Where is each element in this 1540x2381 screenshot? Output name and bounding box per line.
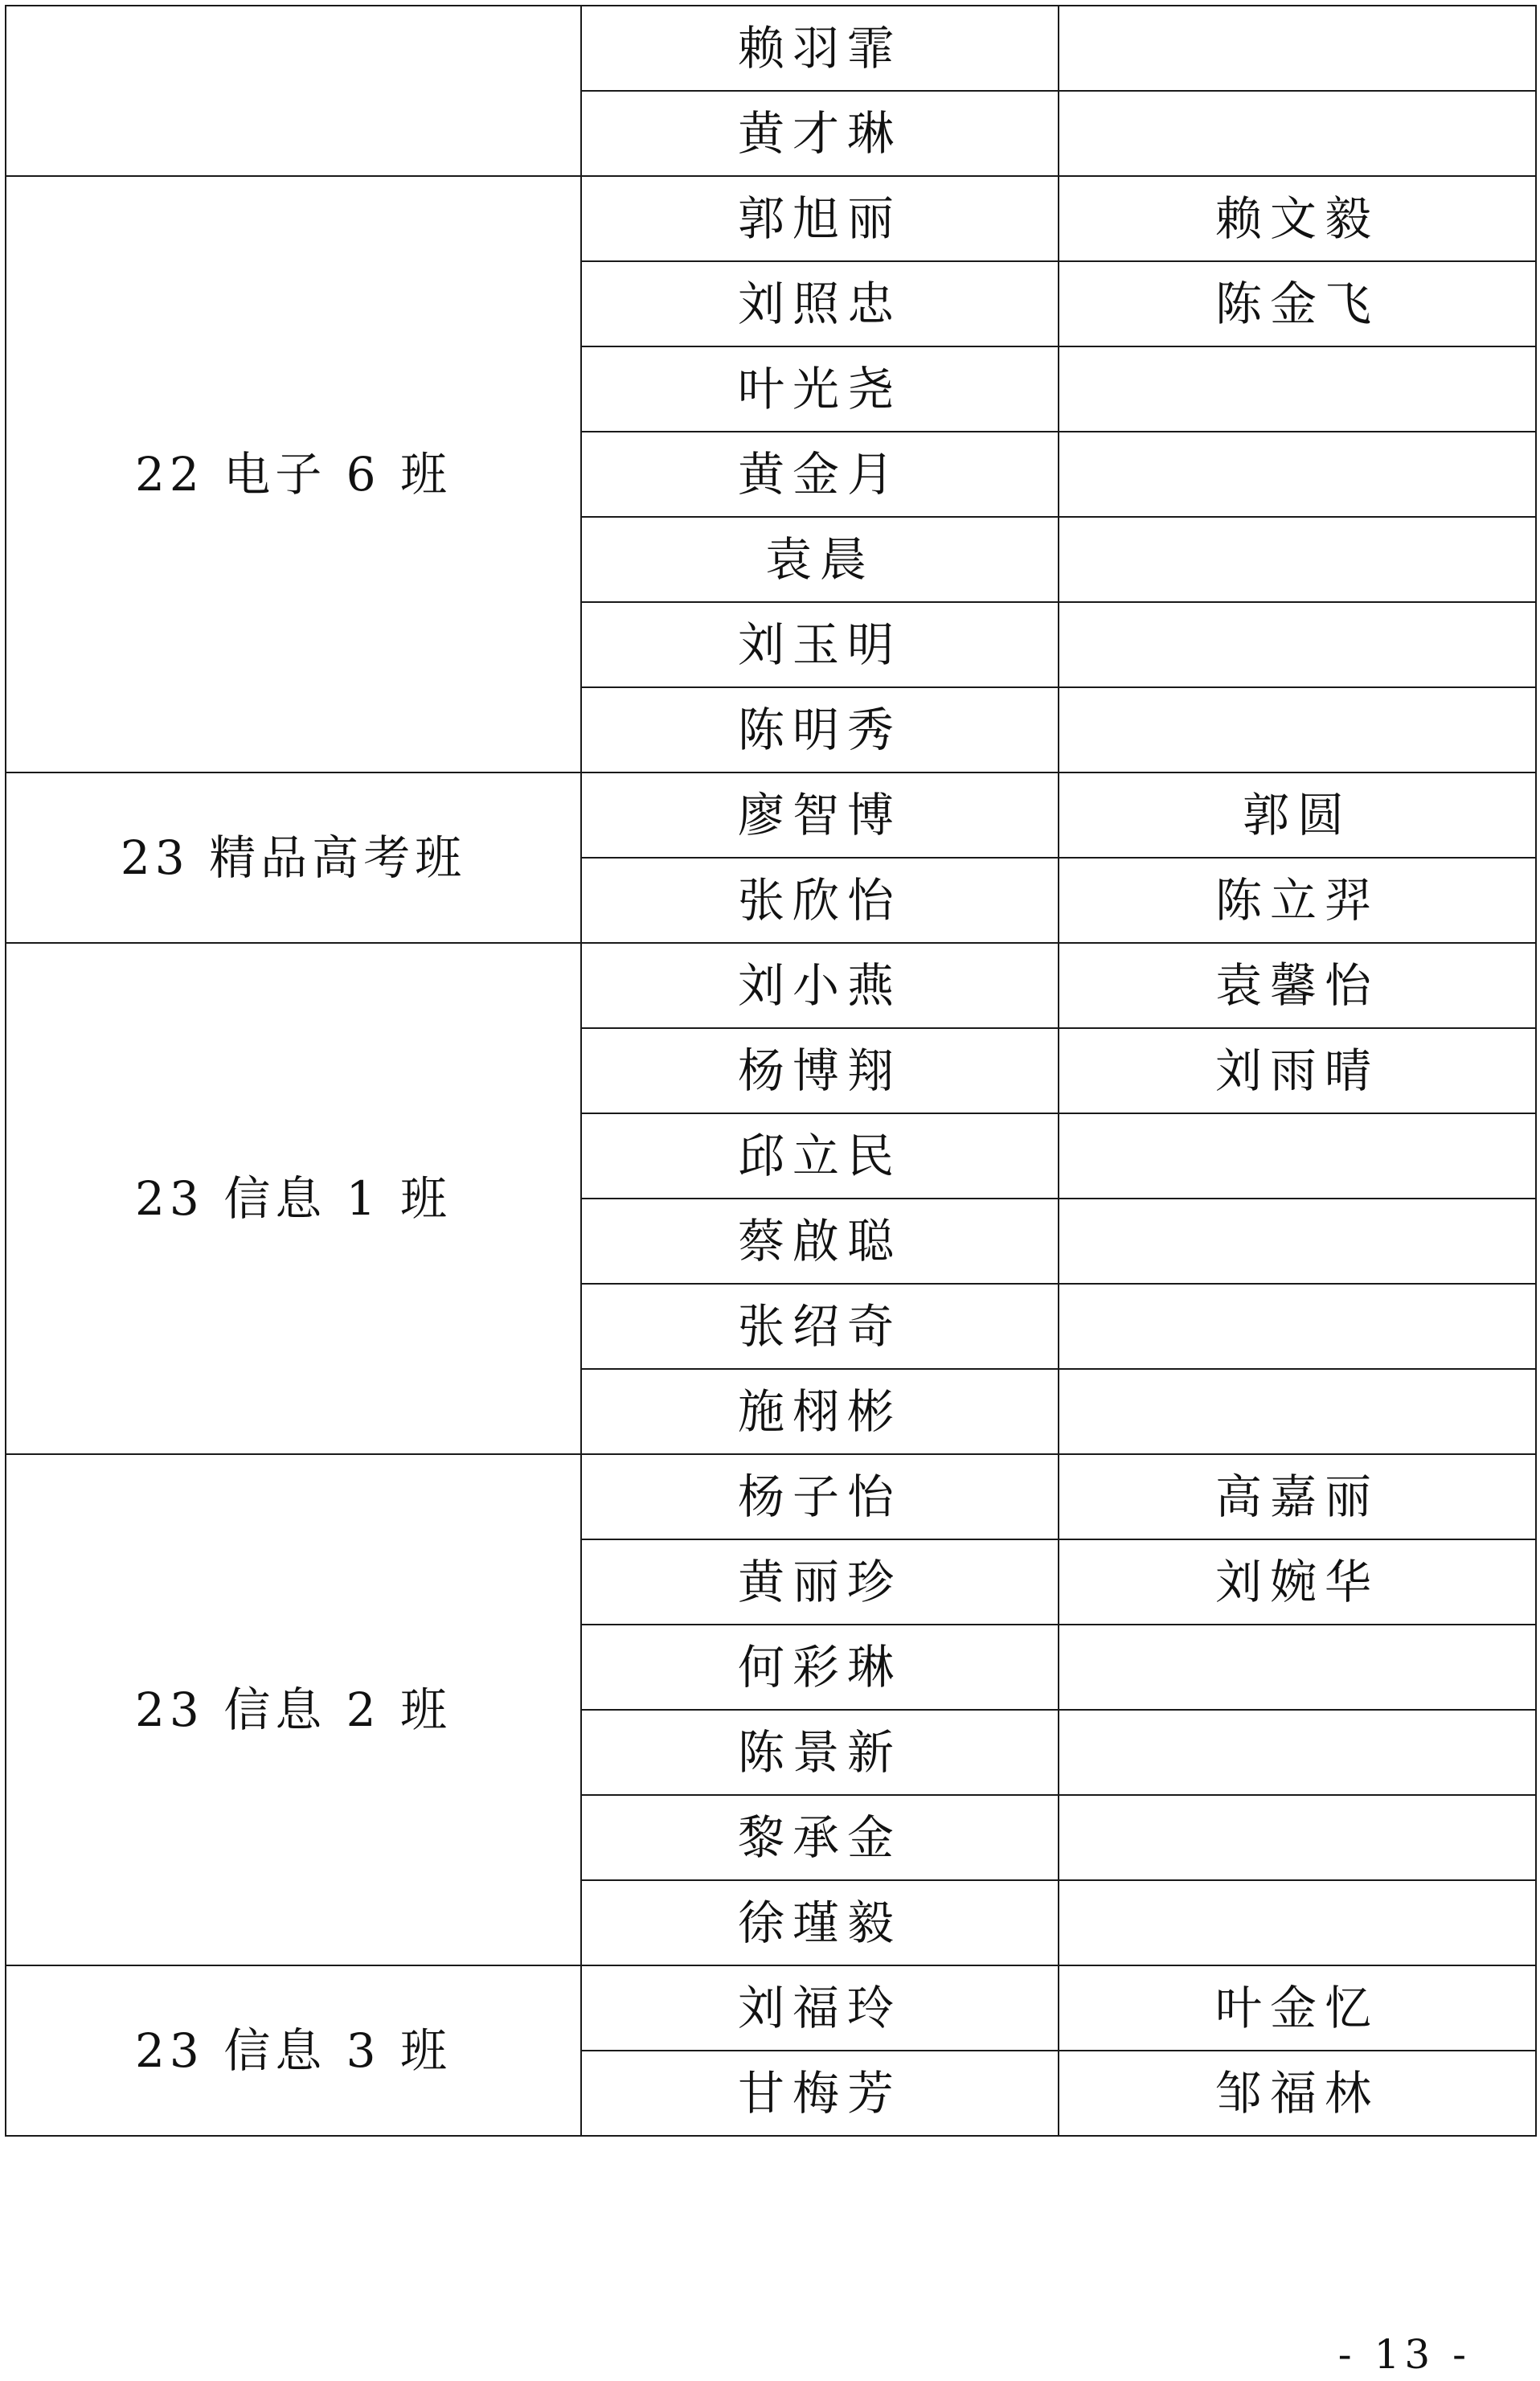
second-name-cell: [1059, 602, 1536, 687]
roster-table-body: [6, 6, 1536, 2136]
table-row: [6, 6, 1536, 91]
table-row: [6, 943, 1536, 1028]
second-name-cell: [1059, 91, 1536, 176]
student-name-cell: 黄丽珍: [581, 1539, 1059, 1625]
student-name-cell: 陈明秀: [581, 687, 1059, 772]
second-name-cell: [1059, 432, 1536, 517]
table-row: [6, 1454, 1536, 1539]
second-name-cell: [1059, 346, 1536, 432]
second-name-cell: [1059, 1795, 1536, 1880]
class-name-cell: 23 信息 3 班: [6, 1965, 581, 2136]
second-name-cell: [1059, 1710, 1536, 1795]
second-name-cell: 陈金飞: [1059, 261, 1536, 346]
table-row: [6, 1965, 1536, 2051]
student-name-cell: 刘小燕: [581, 943, 1059, 1028]
student-name-cell: 施栩彬: [581, 1369, 1059, 1454]
second-name-cell: [1059, 1199, 1536, 1284]
student-name-cell: 何彩琳: [581, 1625, 1059, 1710]
student-name-cell: 叶光尧: [581, 346, 1059, 432]
second-name-cell: 叶金忆: [1059, 1965, 1536, 2051]
student-name-cell: 甘梅芳: [581, 2051, 1059, 2136]
class-name-cell: 23 信息 2 班: [6, 1454, 581, 1965]
student-name-cell: 徐瑾毅: [581, 1880, 1059, 1965]
page-number: - 13 -: [1337, 2331, 1471, 2378]
student-name-cell: 邱立民: [581, 1113, 1059, 1199]
student-name-cell: 刘福玲: [581, 1965, 1059, 2051]
second-name-cell: 邹福林: [1059, 2051, 1536, 2136]
second-name-cell: [1059, 6, 1536, 91]
student-name-cell: 张欣怡: [581, 858, 1059, 943]
second-name-cell: [1059, 687, 1536, 772]
second-name-cell: [1059, 1625, 1536, 1710]
second-name-cell: 陈立羿: [1059, 858, 1536, 943]
second-name-cell: 郭圆: [1059, 772, 1536, 858]
second-name-cell: 刘雨晴: [1059, 1028, 1536, 1113]
student-name-cell: 杨博翔: [581, 1028, 1059, 1113]
class-name-cell: 23 精品高考班: [6, 772, 581, 943]
second-name-cell: 高嘉丽: [1059, 1454, 1536, 1539]
student-name-cell: 廖智博: [581, 772, 1059, 858]
student-name-cell: 陈景新: [581, 1710, 1059, 1795]
table-row: [6, 772, 1536, 858]
second-name-cell: 刘婉华: [1059, 1539, 1536, 1625]
student-name-cell: 郭旭丽: [581, 176, 1059, 261]
roster-table: [5, 5, 1537, 2137]
student-name-cell: 赖羽霏: [581, 6, 1059, 91]
table-row: [6, 176, 1536, 261]
second-name-cell: 袁馨怡: [1059, 943, 1536, 1028]
class-name-cell: [6, 6, 581, 176]
student-name-cell: 张绍奇: [581, 1284, 1059, 1369]
student-name-cell: 蔡啟聪: [581, 1199, 1059, 1284]
student-name-cell: 黄才琳: [581, 91, 1059, 176]
class-name-cell: 22 电子 6 班: [6, 176, 581, 772]
student-name-cell: 刘玉明: [581, 602, 1059, 687]
second-name-cell: 赖文毅: [1059, 176, 1536, 261]
student-name-cell: 袁晨: [581, 517, 1059, 602]
student-name-cell: 杨子怡: [581, 1454, 1059, 1539]
second-name-cell: [1059, 517, 1536, 602]
student-name-cell: 黄金月: [581, 432, 1059, 517]
class-name-cell: 23 信息 1 班: [6, 943, 581, 1454]
second-name-cell: [1059, 1369, 1536, 1454]
second-name-cell: [1059, 1284, 1536, 1369]
student-name-cell: 刘照忠: [581, 261, 1059, 346]
second-name-cell: [1059, 1113, 1536, 1199]
student-name-cell: 黎承金: [581, 1795, 1059, 1880]
second-name-cell: [1059, 1880, 1536, 1965]
